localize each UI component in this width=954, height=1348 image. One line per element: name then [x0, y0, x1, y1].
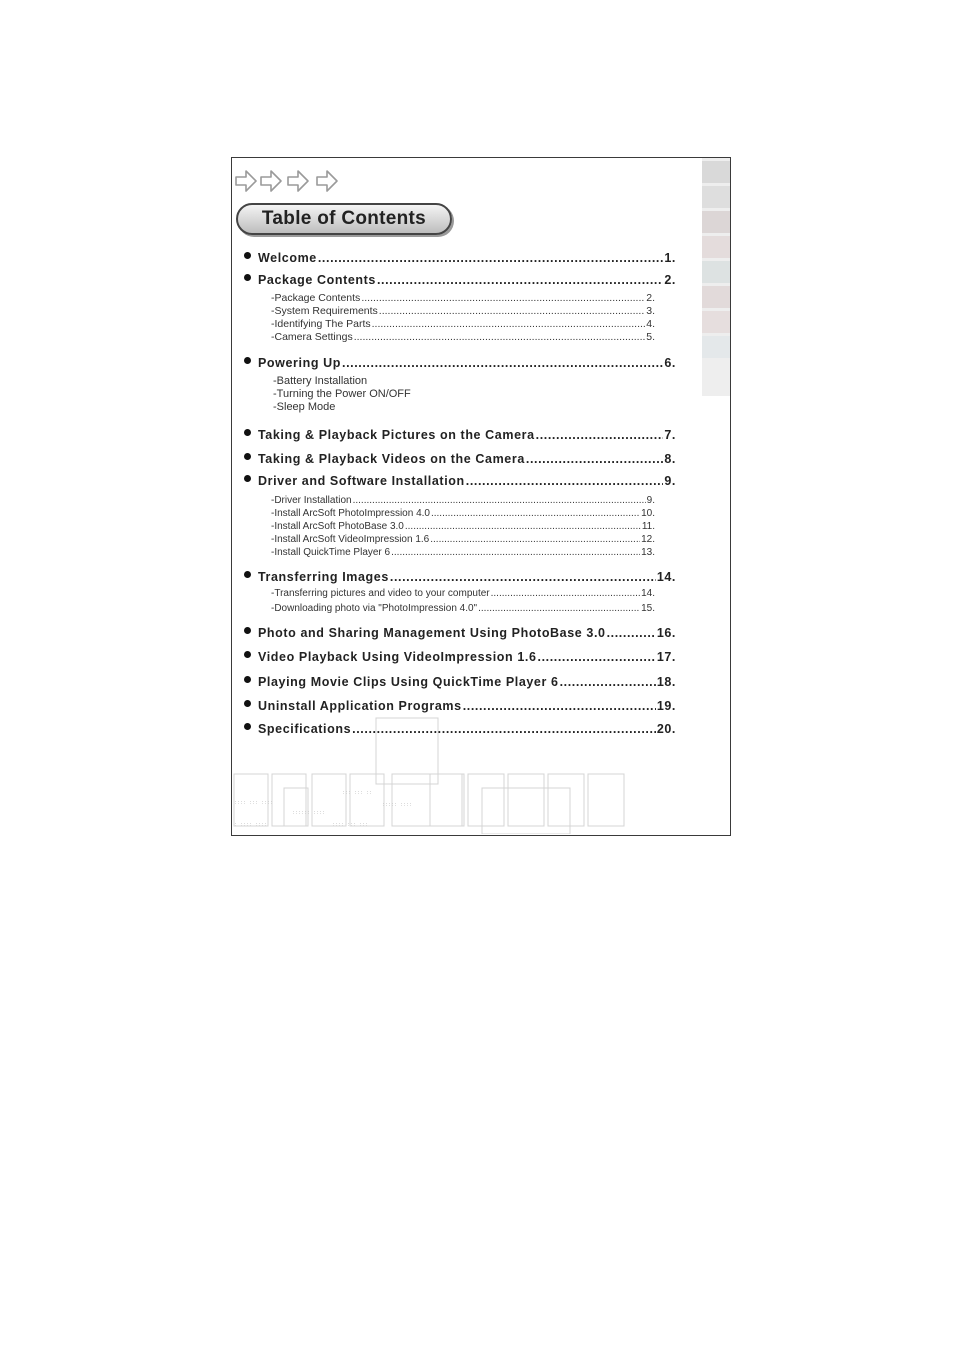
toc-entry-page: 20. — [656, 722, 676, 736]
svg-text:: :::: ::::: : :::: :::: — [234, 822, 268, 828]
toc-entry-label: Package Contents — [258, 273, 376, 287]
toc-entry-page: 17. — [656, 650, 676, 664]
toc-subentry-label: -System Requirements — [271, 305, 378, 317]
toc-subentry-label: -Install QuickTime Player 6 — [271, 547, 391, 558]
toc-subentry[interactable] — [271, 318, 655, 330]
toc-entry-package-contents[interactable] — [258, 273, 676, 287]
page-title: Table of Contents — [261, 208, 427, 229]
dot-leader — [538, 650, 656, 664]
toc-entry-label: Welcome — [258, 251, 317, 265]
toc-subentry-label: -Turning the Power ON/OFF — [273, 388, 411, 400]
toc-subentry[interactable] — [271, 547, 655, 558]
dot-leader — [377, 273, 663, 287]
dot-leader — [353, 495, 646, 506]
dot-leader — [463, 699, 656, 713]
toc-entry-specifications[interactable] — [258, 722, 676, 736]
bullet-icon — [244, 453, 251, 460]
toc-entry-label: Video Playback Using VideoImpression 1.6 — [258, 650, 537, 664]
toc-subentry-page: 14. — [641, 588, 655, 599]
toc-entry-page: 18. — [656, 675, 676, 689]
toc-entry-page: 19. — [656, 699, 676, 713]
dot-leader — [354, 331, 646, 343]
toc-subentry[interactable] — [271, 534, 655, 545]
toc-entry-page: 9. — [664, 474, 676, 488]
toc-entry-label: Playing Movie Clips Using QuickTime Player 6 — [258, 675, 559, 689]
dot-leader — [342, 356, 663, 370]
dot-leader — [466, 474, 664, 488]
bullet-icon — [244, 627, 251, 634]
toc-entry-driver[interactable] — [258, 474, 676, 488]
toc-entry-label: Powering Up — [258, 356, 341, 370]
svg-text::::: ::: ::::: :::: ::: :::: — [234, 800, 274, 806]
dot-leader — [491, 588, 640, 599]
toc-subentry[interactable] — [273, 388, 411, 400]
toc-subentry-page: 3. — [646, 305, 655, 317]
toc-subentry[interactable] — [271, 495, 655, 506]
toc-subentry[interactable] — [271, 305, 655, 317]
toc-subentry-page: 5. — [646, 331, 655, 343]
bullet-icon — [244, 429, 251, 436]
toc-subentry-label: -Battery Installation — [273, 375, 368, 387]
toc-entry-page: 6. — [664, 356, 676, 370]
toc-subentry-label: -Package Contents — [271, 292, 361, 304]
toc-entry-videos[interactable] — [258, 452, 676, 466]
toc-entry-label: Transferring Images — [258, 570, 389, 584]
toc-subentry[interactable] — [271, 603, 655, 614]
toc-entry-label: Specifications — [258, 722, 352, 736]
dot-leader — [352, 722, 656, 736]
toc-subentry[interactable] — [271, 588, 655, 599]
dot-leader — [526, 452, 664, 466]
toc-subentry[interactable] — [271, 292, 655, 304]
bullet-icon — [244, 252, 251, 259]
dot-leader — [361, 292, 645, 304]
dot-leader — [372, 318, 646, 330]
toc-subentry-label: -Identifying The Parts — [271, 318, 371, 330]
toc-entry-videoimpression[interactable] — [258, 650, 676, 664]
toc-subentry-page: 2. — [646, 292, 655, 304]
toc-subentry-label: -Install ArcSoft PhotoImpression 4.0 — [271, 508, 430, 519]
toc-subentry-label: -Sleep Mode — [273, 401, 336, 413]
toc-entry-label: Taking & Playback Pictures on the Camera — [258, 428, 535, 442]
dot-leader — [390, 570, 656, 584]
bullet-icon — [244, 723, 251, 730]
toc-subentry-page: 4. — [646, 318, 655, 330]
toc-entry-page: 14. — [656, 570, 676, 584]
toc-subentry[interactable] — [273, 401, 335, 413]
svg-text::::: ::: :::: :::: ::: ::: — [332, 822, 369, 828]
toc-subentry-label: -Driver Installation — [271, 495, 352, 506]
dot-leader — [430, 534, 640, 545]
toc-subentry[interactable] — [271, 521, 655, 532]
dot-leader — [536, 428, 664, 442]
toc-subentry-page: 12. — [641, 534, 655, 545]
toc-entry-page: 8. — [664, 452, 676, 466]
toc-entry-welcome[interactable] — [258, 251, 676, 265]
bullet-icon — [244, 676, 251, 683]
toc-entry-pictures[interactable] — [258, 428, 676, 442]
bullet-icon — [244, 700, 251, 707]
dot-leader — [607, 626, 656, 640]
toc-subentry[interactable] — [271, 331, 655, 343]
toc-subentry-label: -Install ArcSoft VideoImpression 1.6 — [271, 534, 430, 545]
toc-entry-quicktime[interactable] — [258, 675, 676, 689]
dot-leader — [478, 603, 640, 614]
svg-text:::::: ::::: ::::: :::: — [382, 802, 413, 808]
dot-leader — [431, 508, 640, 519]
toc-entry-label: Uninstall Application Programs — [258, 699, 462, 713]
toc-entry-page: 2. — [664, 273, 676, 287]
toc-subentry-label: -Install ArcSoft PhotoBase 3.0 — [271, 521, 404, 532]
toc-entry-uninstall[interactable] — [258, 699, 676, 713]
bullet-icon — [244, 651, 251, 658]
toc-entry-powering-up[interactable] — [258, 356, 676, 370]
dot-leader — [391, 547, 640, 558]
toc-subentry-page: 10. — [641, 508, 655, 519]
toc-entry-label: Taking & Playback Videos on the Camera — [258, 452, 525, 466]
toc-entry-transferring[interactable] — [258, 570, 676, 584]
svg-text:::: ::: ::: ::: ::: :: — [342, 790, 373, 796]
toc-subentry[interactable] — [271, 508, 655, 519]
bullet-icon — [244, 475, 251, 482]
dot-leader — [379, 305, 645, 317]
toc-entry-page: 7. — [664, 428, 676, 442]
bullet-icon — [244, 274, 251, 281]
toc-subentry-page: 11. — [641, 521, 655, 532]
dot-leader — [405, 521, 641, 532]
toc-entry-photobase[interactable] — [258, 626, 676, 640]
bullet-icon — [244, 357, 251, 364]
toc-subentry-label: -Transferring pictures and video to your computer — [271, 588, 490, 599]
toc-subentry-page: 9. — [646, 495, 655, 506]
bullet-icon — [244, 571, 251, 578]
toc-entry-label: Driver and Software Installation — [258, 474, 465, 488]
toc-entry-page: 16. — [656, 626, 676, 640]
toc-subentry-label: -Downloading photo via "PhotoImpression 4.0" — [271, 603, 478, 614]
toc-entry-page: 1. — [664, 251, 676, 265]
toc-entry-label: Photo and Sharing Management Using PhotoBase 3.0 — [258, 626, 606, 640]
toc-subentry[interactable] — [273, 375, 367, 387]
svg-text::::::: ::::: :::::: :::: — [292, 810, 326, 816]
toc-subentry-label: -Camera Settings — [271, 331, 353, 343]
toc-subentry-page: 13. — [641, 547, 655, 558]
toc-subentry-page: 15. — [641, 603, 655, 614]
dot-leader — [560, 675, 656, 689]
dot-leader — [318, 251, 664, 265]
